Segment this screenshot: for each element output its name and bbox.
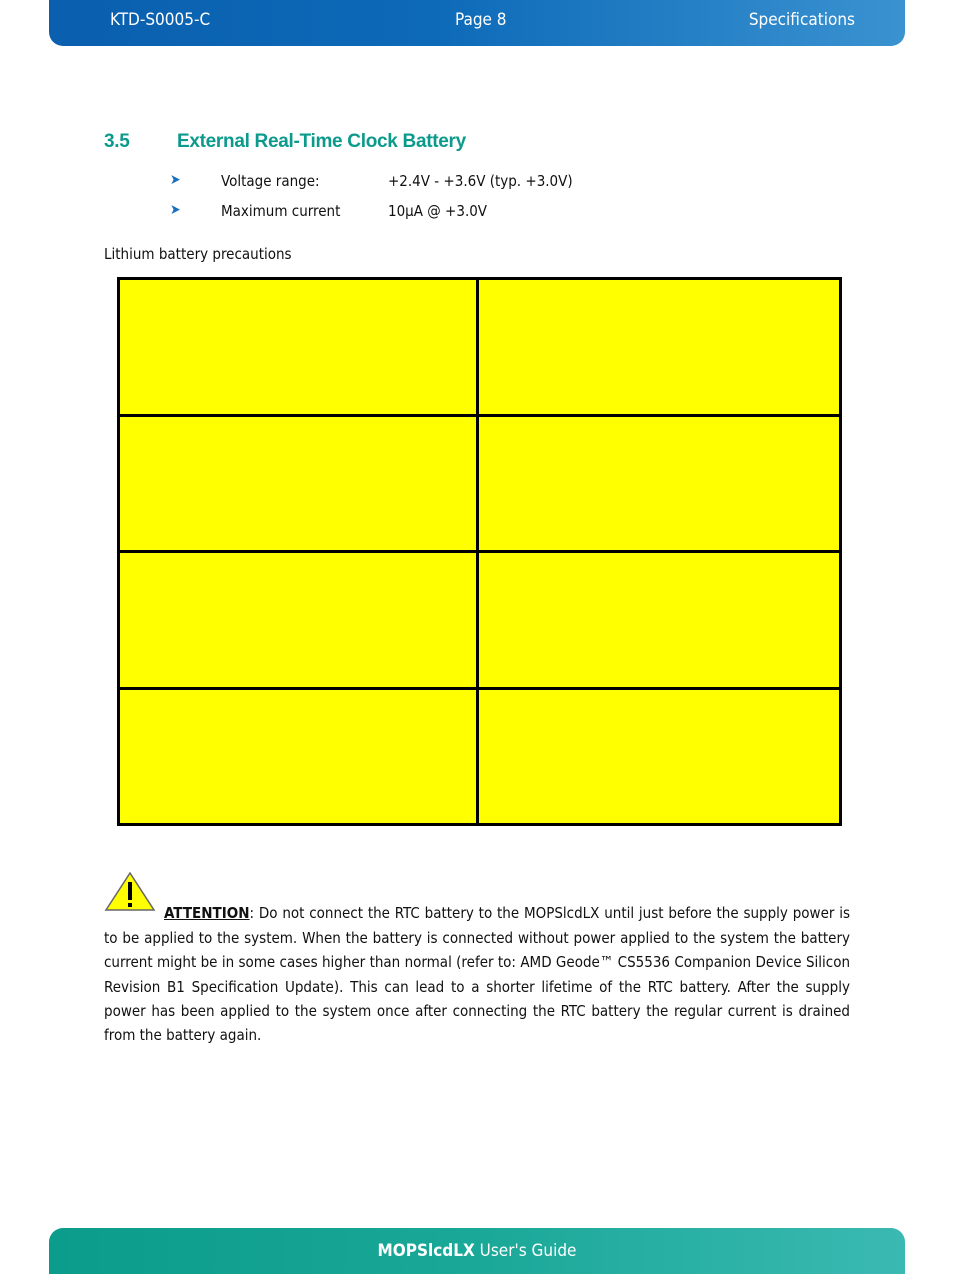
footer-suffix: User's Guide xyxy=(474,1241,577,1261)
warning-triangle-icon xyxy=(104,870,156,914)
table-cell xyxy=(119,688,478,825)
table-cell xyxy=(478,552,841,689)
page-number: Page 8 xyxy=(455,10,507,30)
spec-value: 10μA @ +3.0V xyxy=(388,202,488,220)
attention-keyword: ATTENTION xyxy=(164,904,250,923)
doc-id: KTD-S0005-C xyxy=(110,10,211,30)
table-row xyxy=(119,415,841,552)
product-name: MOPSlcdLX xyxy=(377,1241,475,1261)
precautions-table xyxy=(117,277,842,826)
table-cell xyxy=(478,688,841,825)
arrow-bullet-icon: ➤ xyxy=(170,202,181,218)
spec-label: Maximum current xyxy=(221,202,341,220)
precautions-label: Lithium battery precautions xyxy=(104,245,292,263)
section-number: 3.5 xyxy=(104,131,130,152)
page-header xyxy=(49,0,905,46)
table-row xyxy=(119,552,841,689)
arrow-bullet-icon: ➤ xyxy=(170,172,181,188)
spec-value: +2.4V - +3.6V (typ. +3.0V) xyxy=(388,172,573,190)
page-footer xyxy=(49,1228,905,1274)
table-cell xyxy=(478,279,841,416)
section-heading xyxy=(104,131,466,153)
header-section: Specifications xyxy=(748,10,855,30)
table-row xyxy=(119,279,841,416)
table-cell xyxy=(119,279,478,416)
section-title: External Real-Time Clock Battery xyxy=(177,131,466,152)
table-cell xyxy=(119,415,478,552)
attention-text: : Do not connect the RTC battery to the MOPSlcdLX until just before the supply power is to be applied to the system. When the battery is connected without power applied to the system the battery current might be in some cases higher than normal (refer to: AMD Geode™ CS5536 Companion Device Silicon Revision B1 Specification Update). This can lead to a shorter lifetime of the RTC battery. After the supply power has been applied to the system once after connecting the RTC battery the regular current is drained from the battery again. xyxy=(104,904,850,1045)
spec-label: Voltage range: xyxy=(221,172,320,190)
table-row xyxy=(119,688,841,825)
table-cell xyxy=(119,552,478,689)
attention-note xyxy=(104,870,850,1048)
table-cell xyxy=(478,415,841,552)
